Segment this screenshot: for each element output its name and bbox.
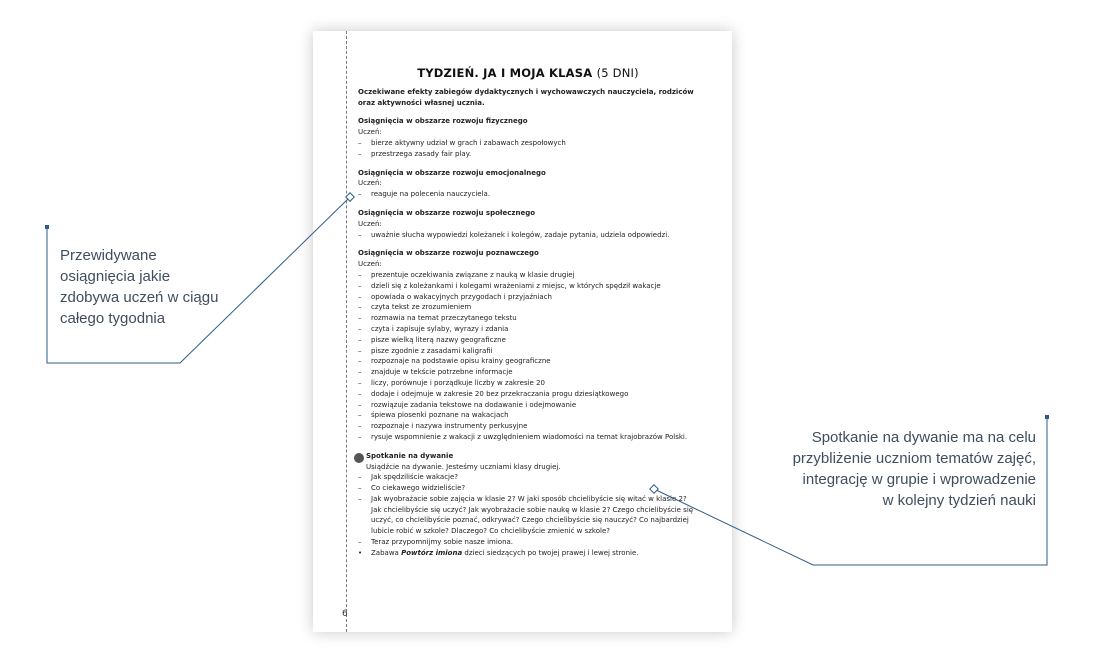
list-item: – Jak spędziliście wakacje?: [358, 472, 698, 483]
list-item: – pisze wielką literą nazwy geograficzne: [358, 335, 698, 346]
last-item-emphasis: Powtórz imiona: [401, 548, 463, 557]
list-item: – liczy, porównuje i porządkuje liczby w zakresie 20: [358, 378, 698, 389]
list-item: – dodaje i odejmuje w zakresie 20 bez przekraczania progu dziesiątkowego: [358, 389, 698, 400]
list-item: – rozmawia na temat przeczytanego tekstu: [358, 313, 698, 324]
list-item: – rozpoznaje na podstawie opisu krainy geograficzne: [358, 356, 698, 367]
list-item: – rysuje wspomnienie z wakacji z uwzględnieniem wiadomości na temat krajobrazów Polski.: [358, 432, 698, 443]
list-item: – Jak wyobrażacie sobie zajęcia w klasie 2? W jaki sposób chcielibyście się witać w klasie 2? Jak chcielibyście się uczyć? Jak wyobrażacie sobie naukę w klasie 2? Czego chcielibyście się uczyć, co chcielibyście poznać, odkrywać? Czego chcielibyście się nauczyć? Co najbardziej lubicie robić w szkole? Dlaczego? Co chcielibyście zmienić w szkole?: [358, 494, 698, 537]
list-item: – prezentuje oczekiwania związane z nauką w klasie drugiej: [358, 270, 698, 281]
list-item: – rozwiązuje zadania tekstowe na dodawanie i odejmowanie: [358, 400, 698, 411]
student-label: Uczeń:: [358, 179, 382, 188]
list-item: – Co ciekawego widzieliście?: [358, 483, 698, 494]
list-item: – uważnie słucha wypowiedzi koleżanek i kolegów, zadaje pytania, udziela odpowiedzi.: [358, 230, 698, 241]
list-item: – przestrzega zasady fair play.: [358, 149, 698, 160]
student-label: Uczeń:: [358, 219, 382, 228]
callout-left-anchor: [45, 225, 49, 229]
section-title: Osiągnięcia w obszarze rozwoju emocjonalnego: [358, 168, 546, 177]
meeting-title: Spotkanie na dywanie: [366, 451, 454, 460]
list-item: – czyta tekst ze zrozumieniem: [358, 302, 698, 313]
list-item: – reaguje na polecenia nauczyciela.: [358, 189, 698, 200]
list-item: – dzieli się z koleżankami i kolegami wrażeniami z miejsc, w których spędził wakacje: [358, 281, 698, 292]
callout-right-marker: [650, 485, 658, 493]
callout-left-text: Przewidywane osiągnięcia jakie zdobywa uczeń w ciągu całego tygodnia: [60, 247, 219, 327]
list-item: – czyta i zapisuje sylaby, wyrazy i zdania: [358, 324, 698, 335]
meeting-intro: Usiądźcie na dywanie. Jesteśmy uczniami klasy drugiej.: [366, 462, 561, 471]
last-item-before: Zabawa: [371, 548, 402, 557]
list-item: – opowiada o wakacyjnych przygodach i przyjaźniach: [358, 292, 698, 303]
list-item: – znajduje w tekście potrzebne informacje: [358, 367, 698, 378]
callout-right-text: Spotkanie na dywanie ma na celu przybliżenie uczniom tematów zajęć, integrację w grupie i wprowadzenie w kolejny tydzień nauki: [792, 429, 1036, 509]
list-item: – bierze aktywny udział w grach i zabawach zespołowych: [358, 138, 698, 149]
list-item: – śpiewa piosenki poznane na wakacjach: [358, 410, 698, 421]
last-item-after: dzieci siedzących po twojej prawej i lewej stronie.: [462, 548, 639, 557]
intro-text: Oczekiwane efekty zabiegów dydaktycznych i wychowawczych nauczyciela, rodziców oraz aktywności własnej ucznia.: [358, 87, 694, 107]
student-label: Uczeń:: [358, 128, 382, 137]
section-title: Osiągnięcia w obszarze rozwoju poznawczego: [358, 249, 539, 258]
section-title: Osiągnięcia w obszarze rozwoju społecznego: [358, 208, 536, 217]
section-title: Osiągnięcia w obszarze rozwoju fizycznego: [358, 117, 528, 126]
list-item: – Teraz przypomnijmy sobie nasze imiona.: [358, 537, 698, 548]
title-text: TYDZIEŃ. JA I MOJA KLASA: [417, 66, 593, 80]
title-days: (5 DNI): [596, 66, 639, 80]
callout-right-anchor: [1045, 415, 1049, 419]
list-item: – pisze zgodnie z zasadami kaligrafii: [358, 346, 698, 357]
list-item: – rozpoznaje i nazywa instrumenty perkusyjne: [358, 421, 698, 432]
student-label: Uczeń:: [358, 260, 382, 269]
page-number: 6: [342, 609, 348, 619]
